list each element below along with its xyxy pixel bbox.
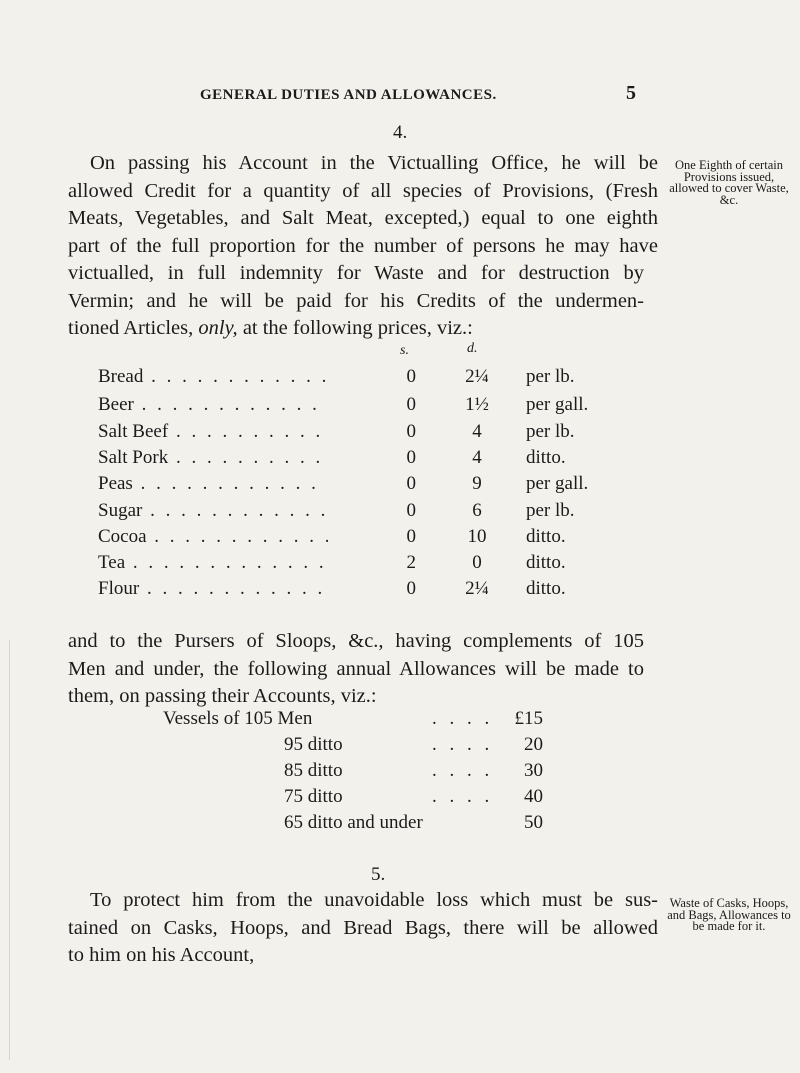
price-pence: 1½	[465, 394, 489, 415]
paragraph-line: allowed Credit for a quantity of all species of Provisions, (Fresh	[68, 179, 658, 202]
allowance-amount: 40	[524, 786, 543, 807]
allowance-amount: 50	[524, 812, 543, 833]
price-pence: 2¼	[465, 366, 489, 387]
allowance-label: 65 ditto and under	[284, 812, 423, 833]
allowance-label: Vessels of 105 Men	[163, 708, 313, 729]
price-item: Tea . . .	[98, 552, 328, 574]
price-shillings: 0	[396, 526, 416, 548]
price-item: Beer . . .	[98, 394, 328, 416]
price-item: Cocoa . . .	[98, 526, 328, 548]
price-pence: 2¼	[465, 578, 489, 599]
price-shillings: 0	[396, 578, 416, 600]
paragraph-line: victualled, in full indemnity for Waste and for destruction by	[68, 262, 644, 284]
paragraph-line: To protect him from the unavoidable loss which must be sus-	[90, 889, 658, 911]
price-shillings: 0	[396, 394, 416, 416]
allowance-amount: 20	[524, 734, 543, 755]
allowance-dots: . . . .	[432, 786, 494, 807]
page-number: 5	[626, 82, 636, 104]
sloops-paragraph	[68, 628, 644, 711]
paragraph-line: Men and under, the following annual Allowances will be made to	[68, 657, 644, 680]
price-unit: ditto.	[526, 552, 566, 573]
price-item: Peas . . .	[98, 473, 328, 495]
price-item: Sugar . . .	[98, 500, 328, 522]
price-unit: ditto.	[526, 526, 566, 547]
price-item: Bread . . .	[98, 366, 328, 388]
section-4-paragraph	[68, 150, 658, 343]
section-number: 5.	[371, 864, 386, 885]
price-shillings: 0	[396, 421, 416, 443]
price-shillings: 0	[396, 366, 416, 388]
emphasis: only,	[198, 317, 238, 339]
allowance-dots: . . . .	[432, 760, 494, 781]
price-unit: per lb.	[526, 366, 575, 387]
price-pence: 0	[472, 552, 482, 573]
price-item: Salt Pork . . .	[98, 447, 328, 469]
price-shillings: 0	[396, 447, 416, 469]
price-unit: ditto.	[526, 447, 566, 468]
price-shillings: 0	[396, 500, 416, 522]
price-item: Salt Beef . . .	[98, 421, 328, 443]
text-run: tioned Articles,	[68, 317, 199, 339]
paragraph-line: to him on his Account,	[68, 944, 255, 966]
paragraph-line: Meats, Vegetables, and Salt Meat, excepted,) equal to one eighth	[68, 207, 658, 229]
paragraph-line: On passing his Account in the Victualling Office, he will be	[90, 152, 658, 174]
price-shillings: 2	[396, 552, 416, 574]
text-run: at the following prices, viz.:	[237, 317, 473, 339]
allowance-amount: 30	[524, 760, 543, 781]
column-header-pence: d.	[467, 341, 478, 356]
allowance-label: 95 ditto	[284, 734, 343, 755]
paragraph-line: tained on Casks, Hoops, and Bread Bags, there will be allowed	[68, 916, 658, 939]
allowance-label: 75 ditto	[284, 786, 343, 807]
column-header-shillings: s.	[400, 343, 409, 358]
price-pence: 4	[472, 447, 482, 468]
price-pence: 4	[472, 421, 482, 442]
margin-note: One Eighth of certain Provisions issued, allowed to cover Waste, &c.	[669, 158, 789, 207]
price-shillings: 0	[396, 473, 416, 495]
allowance-amount: £15	[514, 708, 543, 729]
section-5-paragraph	[68, 887, 658, 970]
price-item: Flour . . .	[98, 578, 328, 600]
paragraph-line: Vermin; and he will be paid for his Credits of the undermen-	[68, 289, 644, 312]
price-unit: per gall.	[526, 473, 589, 494]
price-unit: per lb.	[526, 500, 575, 521]
price-unit: per lb.	[526, 421, 575, 442]
price-unit: per gall.	[526, 394, 589, 415]
price-pence: 6	[472, 500, 482, 521]
price-unit: ditto.	[526, 578, 566, 599]
paragraph-line: part of the full proportion for the number of persons he may have	[68, 234, 658, 257]
section-number: 4.	[393, 122, 408, 143]
page-edge-shadow	[9, 640, 10, 1060]
paragraph-line	[68, 315, 658, 343]
margin-note: Waste of Casks, Hoops, and Bags, Allowances to be made for it.	[667, 896, 791, 934]
allowance-dots: . . . .	[432, 734, 494, 755]
paragraph-line: and to the Pursers of Sloops, &c., having complements of 105	[68, 630, 644, 652]
price-pence: 10	[467, 526, 487, 547]
paragraph-line: them, on passing their Accounts, viz.:	[68, 685, 377, 707]
price-pence: 9	[472, 473, 482, 494]
running-head: GENERAL DUTIES AND ALLOWANCES.	[200, 87, 497, 103]
allowance-dots: . . . .	[432, 708, 494, 729]
allowance-label: 85 ditto	[284, 760, 343, 781]
